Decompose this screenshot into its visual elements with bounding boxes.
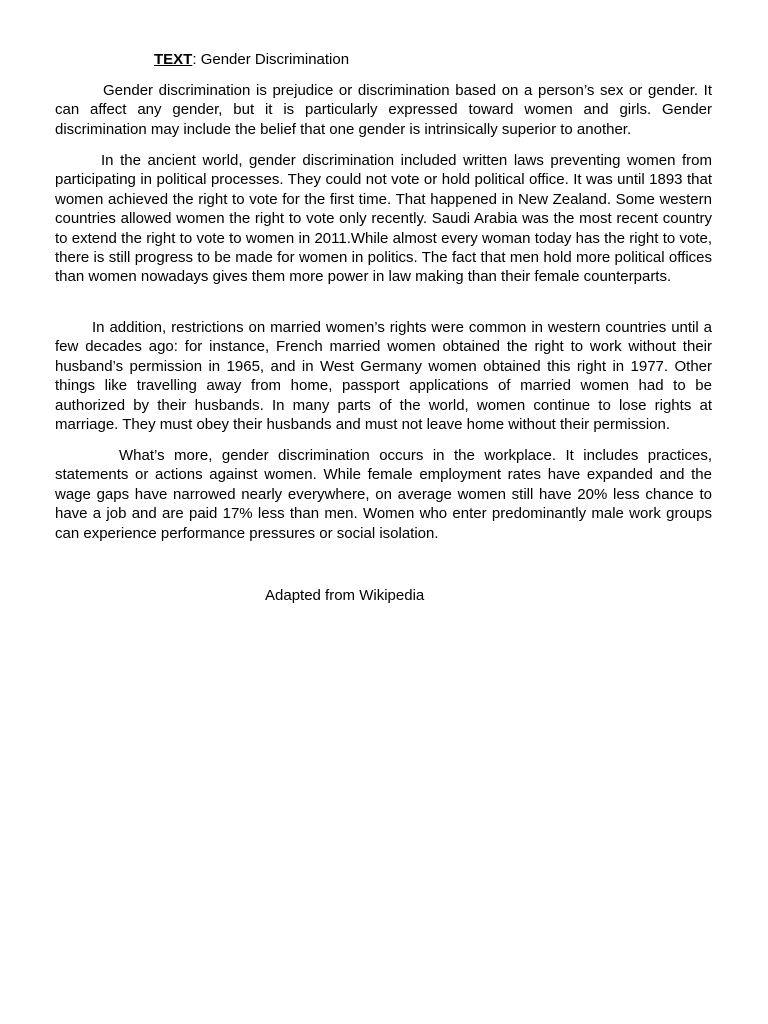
title-label: TEXT xyxy=(154,51,193,68)
paragraph-workplace: What’s more, gender discrimination occurs in the workplace. It includes practices, statements or actions against women. While female employment rates have expanded and the wage gaps have narrowed nearly everywhere, on average women still have 20% less chance to have a job and are paid 17% less than men. Women who enter predominantly male work groups can experience performance pressures or social isolation. xyxy=(55,447,712,542)
paragraph-married-women: In addition, restrictions on married women’s rights were common in western countries until a few decades ago: for instance, French married women obtained the right to work without their husband’s permission in 1965, and in West Germany women obtained this right in 1977. Other things like travelling away from home, passport applications of married women had to be authorized by their husbands. In many parts of the world, women continue to lose rights at marriage. They must obey their husbands and must not leave home without their permission. xyxy=(55,319,712,434)
paragraph-definition: Gender discrimination is prejudice or discrimination based on a person’s sex or gender. It can affect any gender, but it is particularly expressed toward women and girls. Gender discrimination may include the belief that one gender is intrinsically superior to another. xyxy=(55,82,712,138)
title-separator: : xyxy=(192,51,201,68)
source-attribution: Adapted from Wikipedia xyxy=(265,587,425,604)
document-title xyxy=(154,50,349,69)
paragraph-ancient-world: In the ancient world, gender discrimination included written laws preventing women from participating in political processes. They could not vote or hold political office. It was until 1893 that women achieved the right to vote for the first time. That happened in New Zealand. Some western countries allowed women the right to vote only recently. Saudi Arabia was the most recent country to extend the right to vote to women in 2011.While almost every woman today has the right to vote, there is still progress to be made for women in politics. The fact that men hold more political offices than women nowadays gives them more power in law making than their female counterparts. xyxy=(55,152,712,286)
title-text: Gender Discrimination xyxy=(200,51,350,68)
